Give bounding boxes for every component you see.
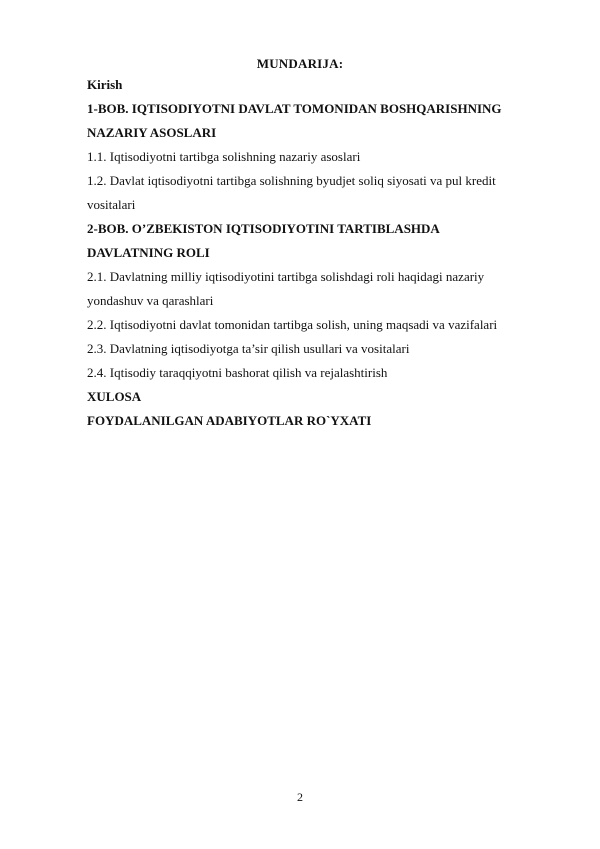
toc-entry-1-1: 1.1. Iqtisodiyotni tartibga solishning nazariy asoslari <box>87 149 361 164</box>
page-number: 2 <box>297 790 303 804</box>
toc-entry-references: FOYDALANILGAN ADABIYOTLAR RO`YXATI <box>87 413 372 428</box>
toc-chapter-2-heading-line-1: 2-BOB. O’ZBEKISTON IQTISODIYOTINI TARTIBLASHDA <box>87 221 440 236</box>
toc-entry-1-2-line-1: 1.2. Davlat iqtisodiyotni tartibga solishning byudjet soliq siyosati va pul kredit <box>87 173 496 188</box>
toc-chapter-1-heading-line-1: 1-BOB. IQTISODIYOTNI DAVLAT TOMONIDAN BOSHQARISHNING <box>87 101 502 116</box>
toc-chapter-1-heading-line-2: NAZARIY ASOSLARI <box>87 125 217 140</box>
toc-entry-2-3: 2.3. Davlatning iqtisodiyotga ta’sir qilish usullari va vositalari <box>87 341 410 356</box>
toc-entry-2-4: 2.4. Iqtisodiy taraqqiyotni bashorat qilish va rejalashtirish <box>87 365 388 380</box>
toc-entry-2-1-line-1: 2.1. Davlatning milliy iqtisodiyotini tartibga solishdagi roli haqidagi nazariy <box>87 269 485 284</box>
toc-entry-1-2-line-2: vositalari <box>87 197 136 212</box>
toc-entry-2-2: 2.2. Iqtisodiyotni davlat tomonidan tartibga solish, uning maqsadi va vazifalari <box>87 317 498 332</box>
toc-entry-conclusion: XULOSA <box>87 389 142 404</box>
toc-entry-2-1-line-2: yondashuv va qarashlari <box>87 293 214 308</box>
table-of-contents <box>87 73 557 433</box>
toc-entry-introduction: Kirish <box>87 77 123 92</box>
toc-title: MUNDARIJA: <box>256 56 344 71</box>
toc-chapter-2-heading-line-2: DAVLATNING ROLI <box>87 245 210 260</box>
